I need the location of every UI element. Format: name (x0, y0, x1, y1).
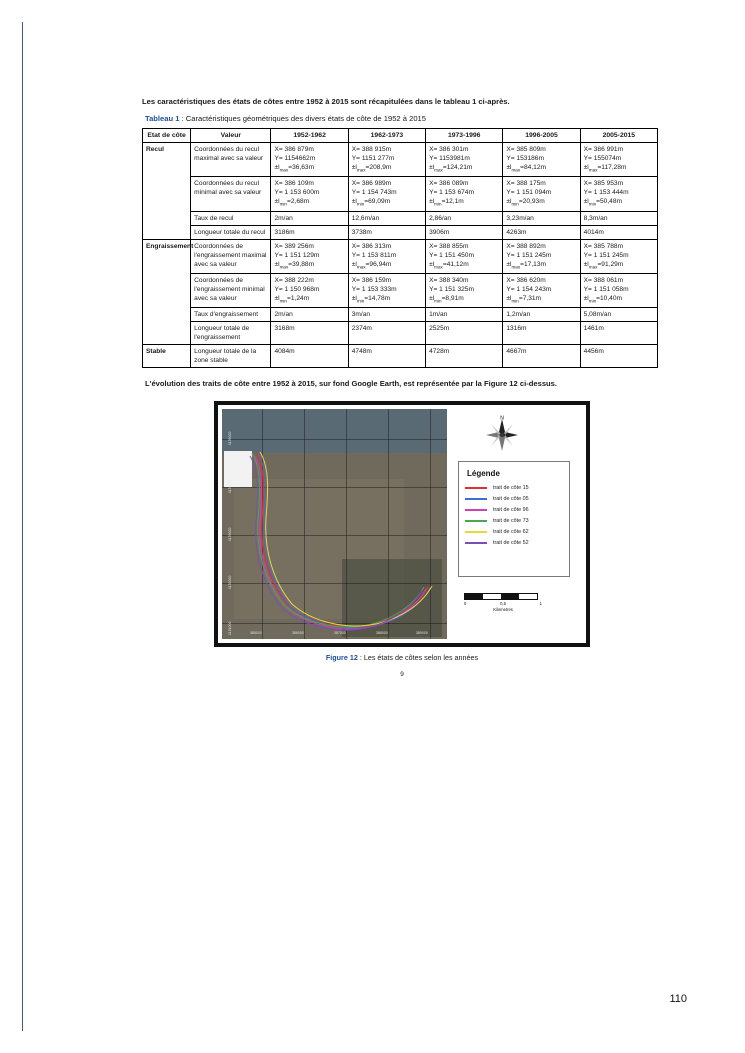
after-table-paragraph: L'évolution des traits de côte entre 1952 à 2015, sur fond Google Earth, est représentée par la Figure 12 ci-dessus. (145, 379, 558, 389)
table-cell-valeur: Coordonnées du recul minimal avec sa valeur (191, 177, 271, 211)
page-content (142, 96, 662, 678)
map-axis-label-x: 389000 (416, 631, 428, 636)
table-cell-valeur: Taux de recul (191, 211, 271, 225)
map-axis-label-y: 1153000 (228, 527, 232, 542)
map-legend (458, 461, 570, 577)
table-cell-value: X= 386 989m Y= 1 154 743m $\pm l_{min}=69,09m$ (348, 177, 425, 211)
table-cell-etat: Recul (143, 143, 191, 240)
figure-caption-label: Figure 12 (325, 653, 358, 663)
inner-page-number: 9 (400, 671, 404, 679)
table-cell-value: X= 385 809m Y= 153186m $\pm l_{max}=84,12m$ (503, 143, 580, 177)
table-col-valeur: Valeur (191, 129, 271, 143)
table-caption (145, 113, 662, 124)
satellite-map-image (222, 409, 447, 639)
figure-caption-text: : Les états de côtes selon les années (357, 653, 479, 663)
figure-wrapper (142, 401, 662, 647)
table-cell-value: X= 389 256m Y= 1 151 129m $\pm l_{max}=39,88m$ (271, 239, 348, 273)
svg-text:N: N (500, 415, 504, 422)
scale-value-0: 0 (464, 601, 467, 607)
table-row (143, 225, 658, 239)
table-cell-valeur: Longueur totale de l'engraissement (191, 322, 271, 345)
left-margin-rule (22, 22, 23, 1031)
figure-frame (214, 401, 590, 647)
subscript: max (356, 263, 366, 269)
scale-value-1: 0,5 (500, 601, 506, 607)
table-cell-value: X= 388 222m Y= 1 150 968m $\pm l_{min}=1,24m$ (271, 273, 348, 307)
table-cell-valeur: Coordonnées de l'engraissement maximal avec sa valeur (191, 239, 271, 273)
scalebar-unit: Kilometres (493, 607, 513, 613)
table-row (143, 177, 658, 211)
coastline-1996 (254, 455, 426, 629)
table-body (143, 143, 658, 368)
map-axis-label-y: 1152000 (228, 575, 232, 590)
subscript: min (434, 201, 442, 207)
scalebar-numbers (464, 601, 542, 606)
map-axis-label-y: 1155000 (228, 431, 232, 446)
subscript: min (356, 298, 365, 304)
subscript: max (434, 167, 443, 173)
compass-rose-icon (482, 415, 522, 455)
legend-item (465, 496, 563, 502)
outer-page-number: 110 (669, 993, 687, 1005)
table-cell-value: 2m/an (271, 211, 348, 225)
table-cell-value: 2m/an (271, 308, 348, 322)
table-cell-value: X= 388 061m Y= 1 151 058m $\pm l_{min}=10,40m$ (580, 273, 657, 307)
table-cell-value: 1461m (580, 322, 657, 345)
legend-color-swatch (465, 509, 487, 511)
table-caption-text: : Caractéristiques géométriques des divers états de côte de 1952 à 2015 (179, 114, 426, 123)
table-row (143, 211, 658, 225)
table-cell-valeur: Taux d'engraissement (191, 308, 271, 322)
table-col-1962-1973: 1962-1973 (348, 129, 425, 143)
legend-color-swatch (465, 498, 487, 500)
legend-item-label: trait de côte 73 (493, 518, 529, 525)
subscript: min (279, 298, 287, 304)
subscript: max (279, 167, 289, 173)
subscript: min (511, 298, 519, 304)
table-cell-value: 4263m (503, 225, 580, 239)
legend-color-swatch (465, 520, 487, 522)
table-caption-label: Tableau 1 (145, 114, 180, 123)
coastline-1952 (250, 456, 422, 630)
table-cell-valeur: Longueur totale de la zone stable (191, 345, 271, 368)
subscript: min (511, 201, 519, 207)
map-scalebar (464, 593, 560, 612)
table-cell-value: X= 386 301m Y= 1153981m $\pm l_{max}=124,21m$ (426, 143, 503, 177)
subscript: max (434, 263, 443, 269)
table-col-1996-2005: 1996-2005 (503, 129, 580, 143)
table-cell-value: 2374m (348, 322, 425, 345)
legend-item-label: trait de côte 52 (493, 540, 529, 547)
legend-item (465, 507, 563, 513)
table-cell-value: X= 386 991m Y= 155074m $\pm l_{max}=117,28m$ (580, 143, 657, 177)
table-cell-value: 4748m (348, 345, 425, 368)
subscript: min (279, 201, 287, 207)
table-header-row (143, 129, 658, 143)
legend-rows (465, 485, 563, 546)
subscript: max (356, 167, 366, 173)
subscript: max (511, 167, 521, 173)
coastline-traces-svg (222, 409, 447, 639)
map-axis-label-x: 388000 (376, 631, 388, 636)
subscript: max (279, 263, 289, 269)
table-cell-value: 3168m (271, 322, 348, 345)
table-header (143, 129, 658, 143)
table-cell-value: 5,08m/an (580, 308, 657, 322)
table-cell-value: 4084m (271, 345, 348, 368)
map-axis-label-x: 386000 (292, 631, 304, 636)
subscript: min (356, 201, 365, 207)
table-cell-value: X= 388 892m Y= 1 151 245m $\pm l_{max}=17,13m$ (503, 239, 580, 273)
table-cell-value: 1m/an (426, 308, 503, 322)
coastline-characteristics-table (142, 128, 658, 368)
table-cell-value: 4728m (426, 345, 503, 368)
table-row (143, 143, 658, 177)
map-axis-label-y: 1154000 (228, 479, 232, 494)
legend-item (465, 485, 563, 491)
table-cell-value: 2,86/an (426, 211, 503, 225)
scalebar-ticks (464, 593, 538, 600)
coastline-1973 (252, 453, 424, 627)
table-cell-value: 4667m (503, 345, 580, 368)
table-row (143, 273, 658, 307)
table-cell-value: X= 386 313m Y= 1 153 811m $\pm l_{max}=96,94m$ (348, 239, 425, 273)
subscript: min (434, 298, 442, 304)
table-cell-value: X= 388 175m Y= 1 151 094m $\pm l_{min}=20,93m$ (503, 177, 580, 211)
table-row (143, 345, 658, 368)
table-col-1952-1962: 1952-1962 (271, 129, 348, 143)
subscript: min (588, 298, 597, 304)
table-cell-valeur: Coordonnées de l'engraissement minimal avec sa valeur (191, 273, 271, 307)
table-cell-value: 4014m (580, 225, 657, 239)
table-cell-value: 4456m (580, 345, 657, 368)
figure-caption (142, 653, 662, 662)
table-cell-value: X= 385 788m Y= 1 151 245m $\pm l_{max}=91,29m$ (580, 239, 657, 273)
legend-item-label: trait de côte 62 (493, 529, 529, 536)
legend-item (465, 518, 563, 524)
map-axis-label-x: 385000 (250, 631, 262, 636)
subscript: max (511, 263, 521, 269)
table-cell-value: 1316m (503, 322, 580, 345)
table-cell-value: X= 388 915m Y= 1151 277m $\pm l_{max}=208,9m$ (348, 143, 425, 177)
table-cell-value: 3186m (271, 225, 348, 239)
table-cell-valeur: Coordonnées du recul maximal avec sa valeur (191, 143, 271, 177)
legend-item-label: trait de côte 05 (493, 496, 529, 503)
table-cell-value: X= 386 879m Y= 1154662m $\pm l_{max}=36,63m$ (271, 143, 348, 177)
table-cell-etat: Stable (143, 345, 191, 368)
subscript: min (588, 201, 597, 207)
legend-item-label: trait de côte 96 (493, 507, 529, 514)
legend-item (465, 529, 563, 535)
table-row (143, 322, 658, 345)
legend-color-swatch (465, 487, 487, 489)
table-cell-value: 1,2m/an (503, 308, 580, 322)
subscript: max (588, 167, 598, 173)
table-cell-value: 8,3m/an (580, 211, 657, 225)
legend-title: Légende (467, 469, 500, 479)
table-cell-value: X= 388 855m Y= 1 151 450m $\pm l_{max}=41,12m$ (426, 239, 503, 273)
map-axis-label-x: 387000 (334, 631, 346, 636)
table-col-1973-1996: 1973-1996 (426, 129, 503, 143)
table-cell-value: 2525m (426, 322, 503, 345)
table-col-etat: Etat de côte (143, 129, 191, 143)
scale-value-2: 1 (539, 601, 542, 607)
table-cell-value: 3m/an (348, 308, 425, 322)
table-cell-value: 3906m (426, 225, 503, 239)
table-cell-value: X= 388 340m Y= 1 151 325m $\pm l_{min}=8,91m$ (426, 273, 503, 307)
table-cell-value: X= 386 109m Y= 1 153 600m $\pm l_{min}=2,68m$ (271, 177, 348, 211)
legend-item (465, 540, 563, 546)
table-cell-value: 3,23m/an (503, 211, 580, 225)
coastline-2005 (258, 454, 430, 628)
table-cell-value: 3738m (348, 225, 425, 239)
table-col-2005-2015: 2005-2015 (580, 129, 657, 143)
table-cell-value: X= 386 089m Y= 1 153 674m $\pm l_{min}=12,1m$ (426, 177, 503, 211)
legend-color-swatch (465, 542, 487, 544)
table-row (143, 308, 658, 322)
table-cell-valeur: Longueur totale du recul (191, 225, 271, 239)
table-cell-value: X= 386 620m Y= 1 154 243m $\pm l_{min}=7,31m$ (503, 273, 580, 307)
table-cell-etat: Engraissement (143, 239, 191, 345)
map-axis-label-y: 1151000 (228, 621, 232, 636)
subscript: max (588, 263, 598, 269)
legend-color-swatch (465, 531, 487, 533)
table-cell-value: 12,6m/an (348, 211, 425, 225)
legend-item-label: trait de côte 15 (493, 485, 529, 492)
table-row (143, 239, 658, 273)
table-cell-value: X= 386 159m Y= 1 153 333m $\pm l_{min}=14,78m$ (348, 273, 425, 307)
table-cell-value: X= 385 953m Y= 1 153 444m $\pm l_{min}=50,48m$ (580, 177, 657, 211)
intro-paragraph: Les caractéristiques des états de côtes entre 1952 à 2015 sont récapitulées dans le tableau 1 ci-après. (142, 97, 510, 106)
